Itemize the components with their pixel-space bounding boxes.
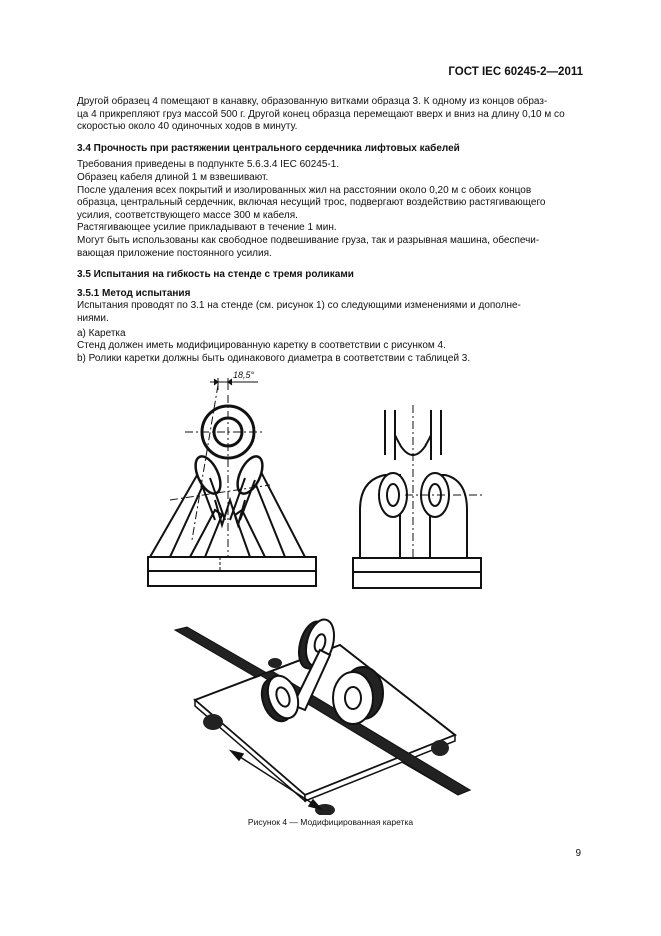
s34-line-5: усилия, соответствующего массе 300 м кабеля.	[77, 209, 298, 221]
section-3-4-heading: 3.4 Прочность при растяжении центрального сердечника лифтовых кабелей	[77, 142, 460, 154]
figure-caption: Рисунок 4 — Модифицированная каретка	[247, 817, 414, 827]
s35-line-1: Испытания проводят по 3.1 на стенде (см. рисунок 1) со следующими изменениями и дополне-	[77, 300, 521, 312]
s35-line-5: b) Ролики каретки должны быть одинакового диаметра в соответствии с таблицей 3.	[77, 352, 471, 364]
s34-line-4: образца, центральный сердечник, включая несущий трос, подвергают воздействию растягивающего	[77, 197, 546, 209]
para1-line-3: скоростью около 40 одиночных ходов в минуту.	[77, 121, 298, 133]
carriage-front-view	[130, 360, 330, 595]
s34-line-1: Требования приведены в подпункте 5.6.3.4 IEC 60245-1.	[77, 159, 340, 171]
s35-line-4: Стенд должен иметь модифицированную каретку в соответствии с рисунком 4.	[77, 340, 446, 352]
s35-line-2: ниями.	[77, 312, 109, 324]
carriage-side-view	[345, 405, 485, 595]
main-text	[77, 96, 585, 365]
carriage-isometric-view	[165, 605, 495, 815]
s34-line-6: Растягивающее усилие прикладывают в течение 1 мин.	[77, 222, 337, 234]
s34-line-2: Образец кабеля длиной 1 м взвешивают.	[77, 171, 269, 183]
s34-line-8: вающая приложение постоянного усилия.	[77, 247, 272, 259]
s35-line-3: a) Каретка	[77, 327, 126, 339]
section-3-5-1-heading: 3.5.1 Метод испытания	[77, 287, 191, 299]
para1-line-2: ца 4 прикрепляют груз массой 500 г. Другой конец образца перемещают вверх и вниз на длину 0,10 м со	[77, 108, 565, 120]
section-3-5-heading: 3.5 Испытания на гибкость на стенде с тремя роликами	[77, 269, 354, 281]
page-number: 9	[575, 848, 581, 859]
para1-line-1: Другой образец 4 помещают в канавку, образованную витками образца 3. К одному из концов образ-	[77, 96, 548, 107]
standard-header: ГОСТ IEC 60245-2—2011	[448, 66, 583, 78]
angle-label: 18,5°	[233, 370, 255, 380]
s34-line-7: Могут быть использованы как свободное подвешивание груза, так и разрывная машина, обеспечи-	[77, 234, 540, 246]
s34-line-3: После удаления всех покрытий и изолированных жил на расстоянии около 0,20 м с обоих концов	[77, 184, 532, 196]
